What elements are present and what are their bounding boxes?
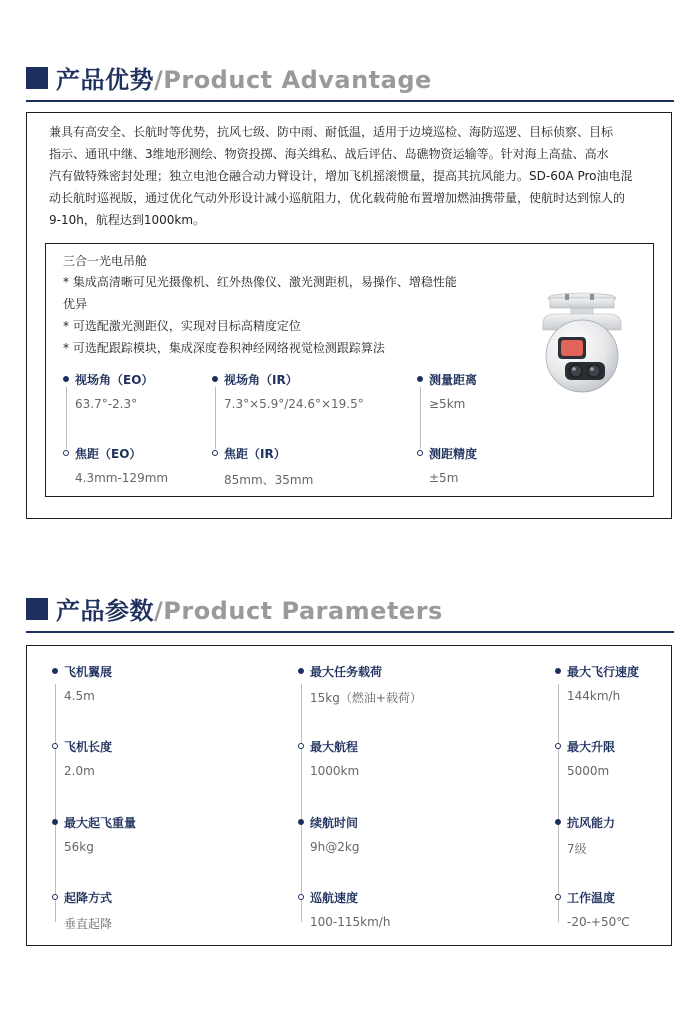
param-label: 巡航速度 bbox=[310, 891, 359, 905]
bullet-ring-icon bbox=[63, 450, 69, 456]
spec-label: 焦距（EO） bbox=[75, 447, 142, 461]
parameters-box bbox=[26, 645, 672, 946]
param-connector bbox=[558, 684, 559, 922]
spec-label: 测距精度 bbox=[429, 447, 478, 461]
param-value: 1000km bbox=[310, 764, 360, 778]
bullet-dot-icon bbox=[52, 819, 58, 825]
bullet-dot-icon bbox=[298, 819, 304, 825]
spec-label: 焦距（IR） bbox=[224, 447, 286, 461]
param-value: 7级 bbox=[567, 842, 587, 856]
param-label: 最大起飞重量 bbox=[64, 816, 137, 830]
param-value: 144km/h bbox=[567, 689, 621, 703]
bullet-dot-icon bbox=[417, 376, 423, 382]
param-connector bbox=[55, 684, 56, 922]
spec-connector bbox=[215, 387, 216, 449]
param-value: 15kg（燃油+载荷） bbox=[310, 691, 422, 705]
param-connector bbox=[301, 684, 302, 922]
bullet-ring-icon bbox=[52, 743, 58, 749]
heading-divider bbox=[26, 100, 674, 102]
heading-square-icon bbox=[26, 67, 48, 89]
bullet-dot-icon bbox=[212, 376, 218, 382]
pod-feature: * 可选配激光测距仪，实现对目标高精度定位 bbox=[63, 319, 301, 333]
bullet-ring-icon bbox=[555, 894, 561, 900]
pod-feature: 优异 bbox=[63, 297, 88, 311]
param-value: 9h@2kg bbox=[310, 840, 360, 854]
intro-line: 汽有做特殊密封处理；独立电池仓融合动力臂设计，增加飞机摇滚惯量，提高其抗风能力。SD-60A Pro油电混 bbox=[49, 169, 633, 183]
bullet-ring-icon bbox=[417, 450, 423, 456]
advantage-title-cn: 产品优势 bbox=[56, 66, 154, 94]
spec-value: 4.3mm-129mm bbox=[75, 471, 169, 485]
spec-label: 视场角（EO） bbox=[75, 373, 154, 387]
intro-line: 指示、通讯中继、3维地形测绘、物资投掷、海关缉私、战后评估、岛礁物资运输等。针对海上高盐、高水 bbox=[49, 147, 609, 161]
param-value: 4.5m bbox=[64, 689, 95, 703]
spec-value: 63.7°-2.3° bbox=[75, 397, 138, 411]
param-value: 56kg bbox=[64, 840, 94, 854]
param-label: 最大航程 bbox=[310, 740, 359, 754]
bullet-ring-icon bbox=[212, 450, 218, 456]
bullet-dot-icon bbox=[555, 668, 561, 674]
intro-line: 9-10h，航程达到1000km。 bbox=[49, 213, 206, 227]
parameters-title bbox=[56, 591, 443, 626]
param-label: 起降方式 bbox=[64, 891, 113, 905]
intro-line: 兼具有高安全、长航时等优势，抗风七级、防中雨、耐低温，适用于边境巡检、海防巡逻、目标侦察、目标 bbox=[49, 125, 614, 139]
param-label: 续航时间 bbox=[310, 816, 359, 830]
gimbal-camera-icon bbox=[535, 290, 630, 400]
param-label: 抗风能力 bbox=[567, 816, 616, 830]
spec-value: ≥5km bbox=[429, 397, 466, 411]
pod-title: 三合一光电吊舱 bbox=[63, 254, 148, 268]
spec-label: 视场角（IR） bbox=[224, 373, 298, 387]
parameters-title-cn: 产品参数 bbox=[56, 597, 154, 625]
intro-line: 动长航时巡视版，通过优化气动外形设计减小巡航阻力，优化载荷舱布置增加燃油携带量，使航时达到惊人的 bbox=[49, 191, 626, 205]
param-value: 垂直起降 bbox=[64, 917, 113, 931]
param-label: 最大任务载荷 bbox=[310, 665, 383, 679]
bullet-dot-icon bbox=[63, 376, 69, 382]
bullet-ring-icon bbox=[555, 743, 561, 749]
parameters-heading bbox=[26, 589, 674, 633]
param-value: 100-115km/h bbox=[310, 915, 391, 929]
advantage-title bbox=[56, 60, 432, 95]
heading-divider bbox=[26, 631, 674, 633]
spec-value: 85mm、35mm bbox=[224, 473, 314, 487]
advantage-intro bbox=[49, 121, 653, 231]
bullet-dot-icon bbox=[52, 668, 58, 674]
bullet-dot-icon bbox=[298, 668, 304, 674]
bullet-ring-icon bbox=[298, 743, 304, 749]
param-value: 2.0m bbox=[64, 764, 95, 778]
param-value: -20-+50℃ bbox=[567, 915, 630, 929]
heading-square-icon bbox=[26, 598, 48, 620]
parameters-title-en: /Product Parameters bbox=[154, 597, 443, 625]
advantage-heading bbox=[26, 58, 674, 102]
pod-feature: * 集成高清晰可见光摄像机、红外热像仪、激光测距机，易操作、增稳性能 bbox=[63, 275, 457, 289]
bullet-dot-icon bbox=[555, 819, 561, 825]
spec-value: ±5m bbox=[429, 471, 459, 485]
param-label: 工作温度 bbox=[567, 891, 616, 905]
pod-feature: * 可选配跟踪模块，集成深度卷积神经网络视觉检测跟踪算法 bbox=[63, 341, 385, 355]
spec-connector bbox=[66, 387, 67, 449]
spec-value: 7.3°×5.9°/24.6°×19.5° bbox=[224, 397, 364, 411]
param-label: 飞机翼展 bbox=[64, 665, 113, 679]
spec-connector bbox=[420, 387, 421, 449]
advantage-title-en: /Product Advantage bbox=[154, 66, 432, 94]
bullet-ring-icon bbox=[52, 894, 58, 900]
param-value: 5000m bbox=[567, 764, 610, 778]
param-label: 最大飞行速度 bbox=[567, 665, 640, 679]
param-label: 最大升限 bbox=[567, 740, 616, 754]
param-label: 飞机长度 bbox=[64, 740, 113, 754]
spec-label: 测量距离 bbox=[429, 373, 478, 387]
bullet-ring-icon bbox=[298, 894, 304, 900]
